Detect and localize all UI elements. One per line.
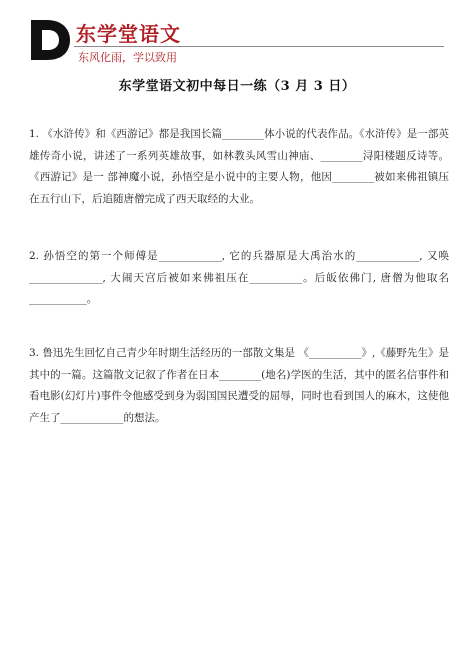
brand-slogan: 东风化雨，学以致用 — [78, 51, 177, 64]
dongxuetang-logo-icon — [27, 17, 73, 63]
question-2 — [29, 246, 449, 311]
question-text: 1. 《水浒传》和《西游记》都是我国长篇________体小说的代表作品。《水浒传》是一部英雄传奇小说，讲述了一系列英雄故事，如林教头风雪山神庙、________浔阳楼题反诗等。《西游记》是一 部神魔小说，孙悟空是小说中的主要人物，他因________被如来佛祖镇压在五行山下，后追随唐僧完成了西天取经的大业。 — [29, 128, 449, 205]
question-3 — [29, 343, 449, 429]
header-divider — [74, 46, 444, 47]
question-1 — [29, 124, 449, 210]
question-text: 3. 鲁迅先生回忆自己青少年时期生活经历的一部散文集是 《__________》,《藤野先生》是其中的一篇。这篇散文记叙了作者在日本________(地名)学医的生活，其中的匿名信事件和看电影(幻灯片)事件令他感受到身为弱国国民遭受的屈辱，同时也看到国人的麻木，这使他产生了____________的想法。 — [29, 347, 449, 424]
page-title: 东学堂语文初中每日一练（3 月 3 日） — [118, 79, 356, 94]
brand-name: 东学堂语文 — [76, 22, 181, 46]
question-text: 2. 孙悟空的第一个师傅是____________, 它的兵器原是大禹治水的____________, 又唤______________, 大闹天宫后被如来佛祖压在__________。后皈依佛门, 唐僧为他取名___________。 — [29, 250, 449, 305]
